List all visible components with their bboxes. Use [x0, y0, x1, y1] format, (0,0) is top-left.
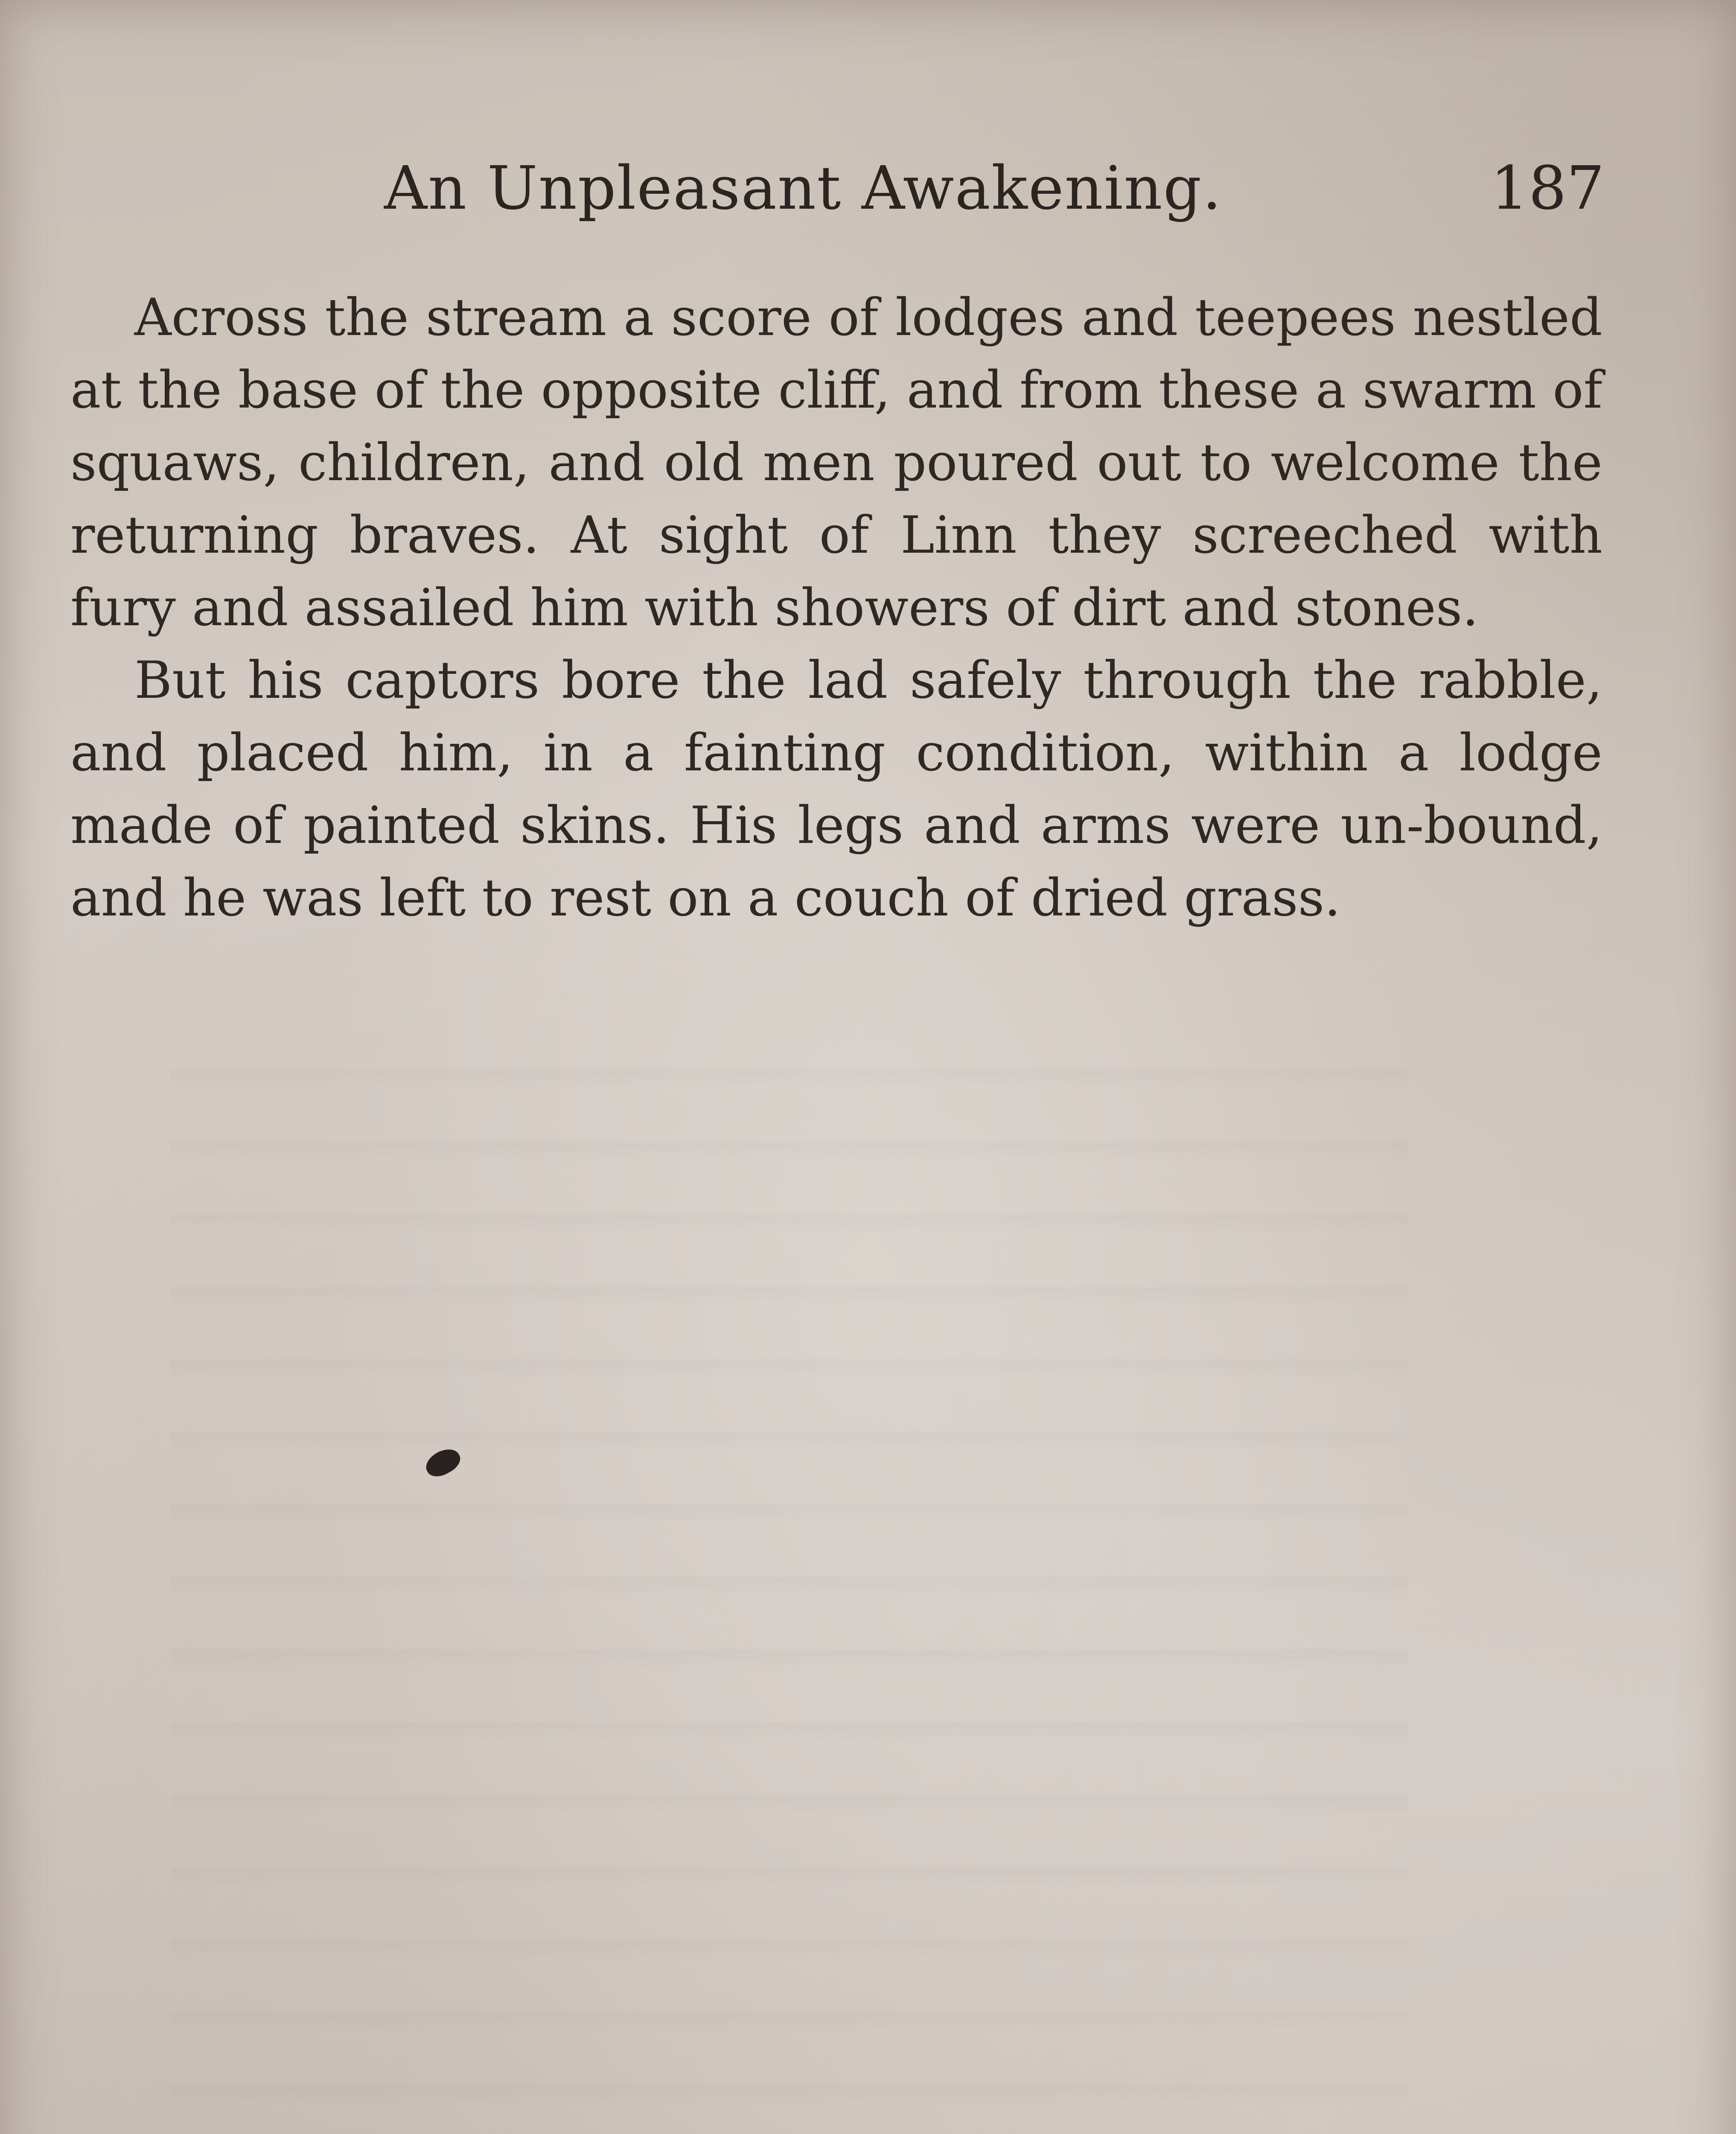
page-number: 187 — [1490, 154, 1605, 223]
paragraph: But his captors bore the lad safely through the rabble, and placed him, in a fainting condition, within a lodge made of painted skins. His legs and arms were un-bound, and he was left to rest on a couch of dried grass. — [70, 651, 1602, 928]
show-through-text — [171, 1016, 1408, 2134]
page-header — [68, 154, 1605, 239]
body-text — [70, 282, 1602, 935]
ink-spot — [422, 1444, 464, 1482]
paragraph: Across the stream a score of lodges and teepees nestled at the base of the opposite cliff, and from these a swarm of squaws, children, and old men poured out to welcome the returning braves. At sight of Linn they screeched with fury and assailed him with showers of dirt and stones. — [70, 288, 1602, 638]
running-title: An Unpleasant Awakening. — [384, 154, 1222, 223]
